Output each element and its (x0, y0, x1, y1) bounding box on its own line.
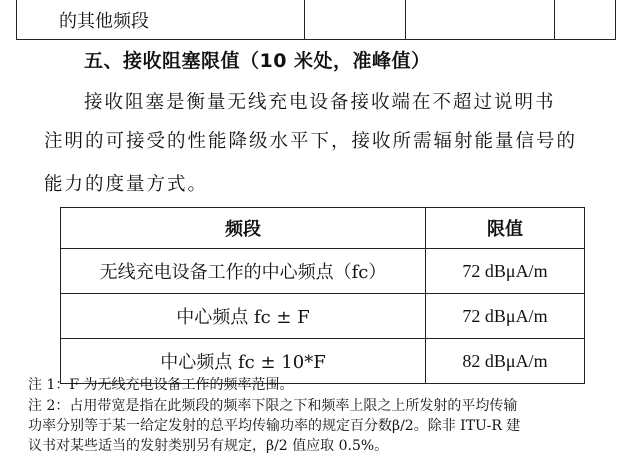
paragraph-line: 注明的可接受的性能降级水平下，接收所需辐射能量信号的 (44, 131, 578, 152)
limit-table (60, 207, 585, 384)
table-row (61, 249, 585, 294)
empty-cell (305, 0, 406, 40)
note-line: 功率分别等于某一给定发射的总平均传输功率的规定百分数β/2。除非 ITU-R 建 (28, 418, 521, 434)
limit-cell: 72 dBμA/m (426, 294, 585, 339)
limit-cell: 82 dBμA/m (426, 339, 585, 384)
header-limit: 限值 (426, 208, 585, 249)
band-cell: 中心频点 fc ± 10*F (61, 339, 426, 384)
paragraph-line: 接收阻塞是衡量无线充电设备接收端在不超过说明书 (84, 92, 556, 113)
section-title: 五、接收阻塞限值（10 米处，准峰值） (84, 50, 431, 72)
table-row (61, 294, 585, 339)
note-line: 议书对某些适当的发射类别另有规定，β/2 值应取 0.5%。 (28, 438, 389, 454)
previous-table-fragment (16, 0, 616, 40)
limit-cell: 72 dBμA/m (426, 249, 585, 294)
header-band: 频段 (61, 208, 426, 249)
paragraph-line: 能力的度量方式。 (44, 174, 209, 195)
empty-cell (555, 0, 616, 40)
note-2 (28, 396, 618, 456)
band-cell: 无线充电设备工作的中心频点（fc） (61, 249, 426, 294)
note-1: 注 1：F 为无线充电设备工作的频率范围。 (28, 377, 294, 393)
band-cell: 的其他频段 (17, 0, 305, 40)
note-line: 注 2：占用带宽是指在此频段的频率下限之下和频率上限之上所发射的平均传输 (28, 398, 518, 414)
band-cell: 中心频点 fc ± F (61, 294, 426, 339)
empty-cell (406, 0, 555, 40)
